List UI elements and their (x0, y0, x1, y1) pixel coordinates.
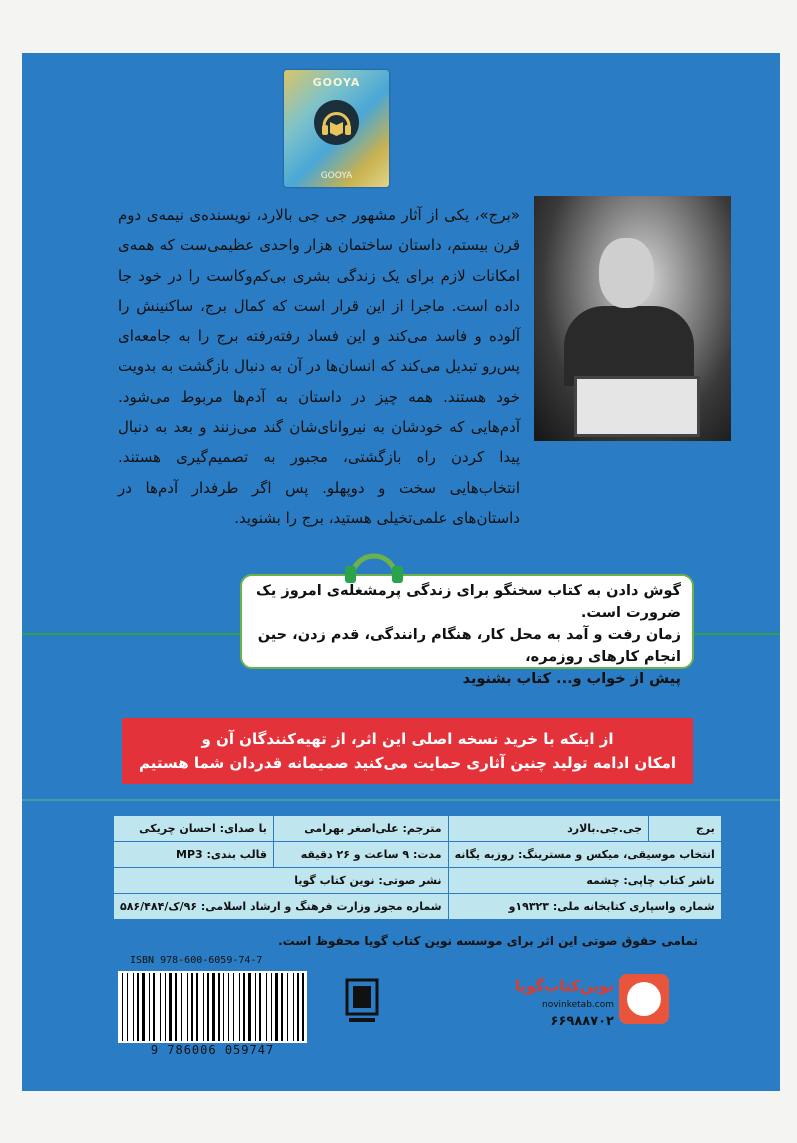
credit-author: جی.جی.بالارد (448, 816, 648, 842)
listen-text (256, 580, 681, 690)
credit-audio-publisher: نشر صوتی: نوین کتاب گویا (114, 868, 449, 894)
publisher-url: novinketab.com (541, 1000, 614, 1010)
gooya-hologram-sticker (284, 70, 389, 187)
book-back-cover (22, 53, 780, 1091)
divider-line (22, 799, 780, 801)
credit-narrator: با صدای: احسان چریکی (114, 816, 274, 842)
listen-line-3: پیش از خواب و... کتاب بشنوید (462, 671, 681, 687)
credit-library-number: شماره واسپاری کتابخانه ملی: ۱۹۳۲۳و (448, 894, 721, 920)
credits-row (114, 894, 722, 920)
credit-format: قالب بندی: MP3 (114, 842, 274, 868)
barcode-icon (118, 971, 307, 1043)
credits-row (114, 842, 722, 868)
credit-duration: مدت: ۹ ساعت و ۲۶ دقیقه (273, 842, 448, 868)
hologram-top-text: GOOYA (312, 76, 361, 89)
listen-line-2: زمان رفت و آمد به محل کار، هنگام رانندگی، قدم زدن، حین انجام کارهای روزمره، (257, 627, 681, 665)
isbn-label: ISBN 978-600-6059-74-7 (130, 955, 263, 966)
thank-you-banner (122, 718, 693, 784)
book-description: «برج»، یکی از آثار مشهور جی جی بالارد، نویسنده‌ی نیمه‌ی دوم قرن بیستم، داستان ساختمان هزار واحدی عظیمی‌ست که همه‌ی امکانات لازم برای یک زندگی بشری بی‌کم‌وکاست را در خود جا داده است. ماجرا از این قرار است که کمال برج، ساکنینش را آلوده و فاسد می‌کند و این فساد رفته‌رفته برج را به جامعه‌ای پس‌رو تبدیل می‌کند که انسان‌ها در آن به دنبال بازگشت به بدویت خود هستند. همه چیز در داستان به آدم‌ها مربوط می‌شود. آدم‌هایی که خودشان به نیروانای‌شان گند می‌زنند و بعد به دنبال پیدا کردن راه بازگشتی، مجبور به تصمیم‌گیری هستند. انتخاب‌هایی سخت و دوپهلو. پس اگر طرفدار آدم‌ها در داستان‌های علمی‌تخیلی هستید، برج را بشنوید. (118, 206, 520, 527)
credits-row (114, 816, 722, 842)
credit-license-number: شماره مجوز وزارت فرهنگ و ارشاد اسلامی: ۹۶/ک/۵۸۶/۴۸۴ (114, 894, 449, 920)
publisher-phone: ۶۶۹۸۸۷۰۲ (550, 1014, 614, 1029)
listen-line-1: گوش دادن به کتاب سخنگو برای زندگی پرمشغله‌ی امروز یک ضرورت است. (256, 583, 681, 621)
credit-translator: مترجم: علی‌اصغر بهرامی (273, 816, 448, 842)
hologram-bottom-text: GOOYA (320, 171, 353, 181)
banner-line-2: امکان ادامه تولید چنین آثاری حمایت می‌کنید صمیمانه قدردان شما هستیم (138, 754, 677, 772)
credits-table (113, 815, 722, 920)
credit-print-publisher: ناشر کتاب چاپی: چشمه (448, 868, 721, 894)
author-photo (534, 196, 731, 441)
credit-title: برج (649, 816, 722, 842)
barcode-digits: 9 786006 059747 (150, 1043, 275, 1057)
headphones-icon (343, 548, 405, 584)
publisher-name: نوین‌کتاب‌گویا (514, 977, 614, 995)
credit-music: انتخاب موسیقی، میکس و مسترینگ: روزبه یگانه (448, 842, 721, 868)
gooya-logo-icon (314, 100, 359, 145)
credits-row (114, 868, 722, 894)
novin-ketab-logo-icon (619, 974, 669, 1024)
cheshmeh-logo-icon (345, 978, 379, 1026)
banner-line-1: از اینکه با خرید نسخه اصلی این اثر، از تهیه‌کنندگان آن و (201, 730, 614, 748)
copyright-notice: تمامی حقوق صوتی این اثر برای موسسه نوین کتاب گویا محفوظ است. (278, 934, 698, 948)
